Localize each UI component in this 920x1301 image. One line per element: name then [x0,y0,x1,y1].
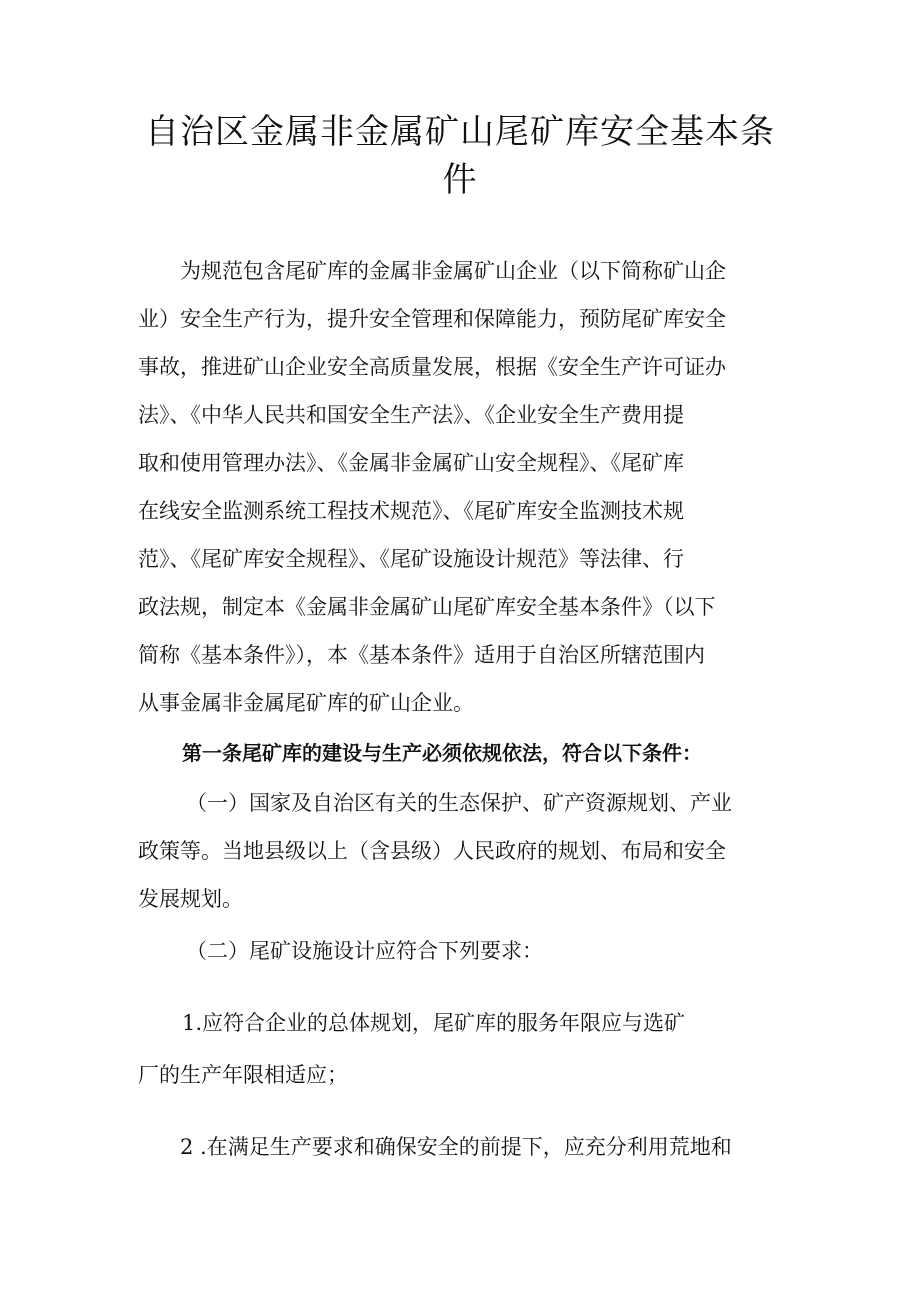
intro-line-6: 在线安全监测系统工程技术规范》、《尾矿库安全监测技术规 [138,499,684,523]
intro-line-4: 法》、《中华人民共和国安全生产法》、《企业安全生产费用提 [138,403,684,427]
document-title-line-1: 自治区金属非金属矿山尾矿库安全基本条 [145,112,775,152]
intro-line-1: 为规范包含尾矿库的金属非金属矿山企业（以下简称矿山企 [180,259,726,283]
intro-line-5: 取和使用管理办法》、《金属非金属矿山安全规程》、《尾矿库 [138,451,684,475]
item-1-line-1: （一）国家及自治区有关的生态保护、矿产资源规划、产业 [186,791,732,815]
item-1-line-3: 发展规划。 [138,887,243,911]
article-1-heading: 第一条尾矿库的建设与生产必须依规依法，符合以下条件： [182,741,702,765]
intro-line-9: 简称《基本条件》），本《基本条件》适用于自治区所辖范围内 [138,643,705,667]
point-1-line-1: 1.应符合企业的总体规划，尾矿库的服务年限应与选矿 [182,1011,686,1035]
item-1-line-2: 政策等。当地县级以上（含县级）人民政府的规划、布局和安全 [138,839,726,863]
intro-line-10: 从事金属非金属尾矿库的矿山企业。 [138,691,474,715]
item-2-heading: （二）尾矿设施设计应符合下列要求： [186,939,543,963]
intro-line-2: 业）安全生产行为，提升安全管理和保障能力，预防尾矿库安全 [138,307,726,331]
intro-line-7: 范》、《尾矿库安全规程》、《尾矿设施设计规范》等法律、行 [138,547,684,571]
point-1-line-2: 厂的生产年限相适应； [138,1063,348,1087]
point-2-line-1: 2 .在满足生产要求和确保安全的前提下，应充分利用荒地和 [180,1135,732,1159]
intro-line-8: 政法规，制定本《金属非金属矿山尾矿库安全基本条件》（以下 [138,595,716,619]
document-title-line-2: 件 [442,160,478,200]
intro-line-3: 事故，推进矿山企业安全高质量发展，根据《安全生产许可证办 [138,355,726,379]
